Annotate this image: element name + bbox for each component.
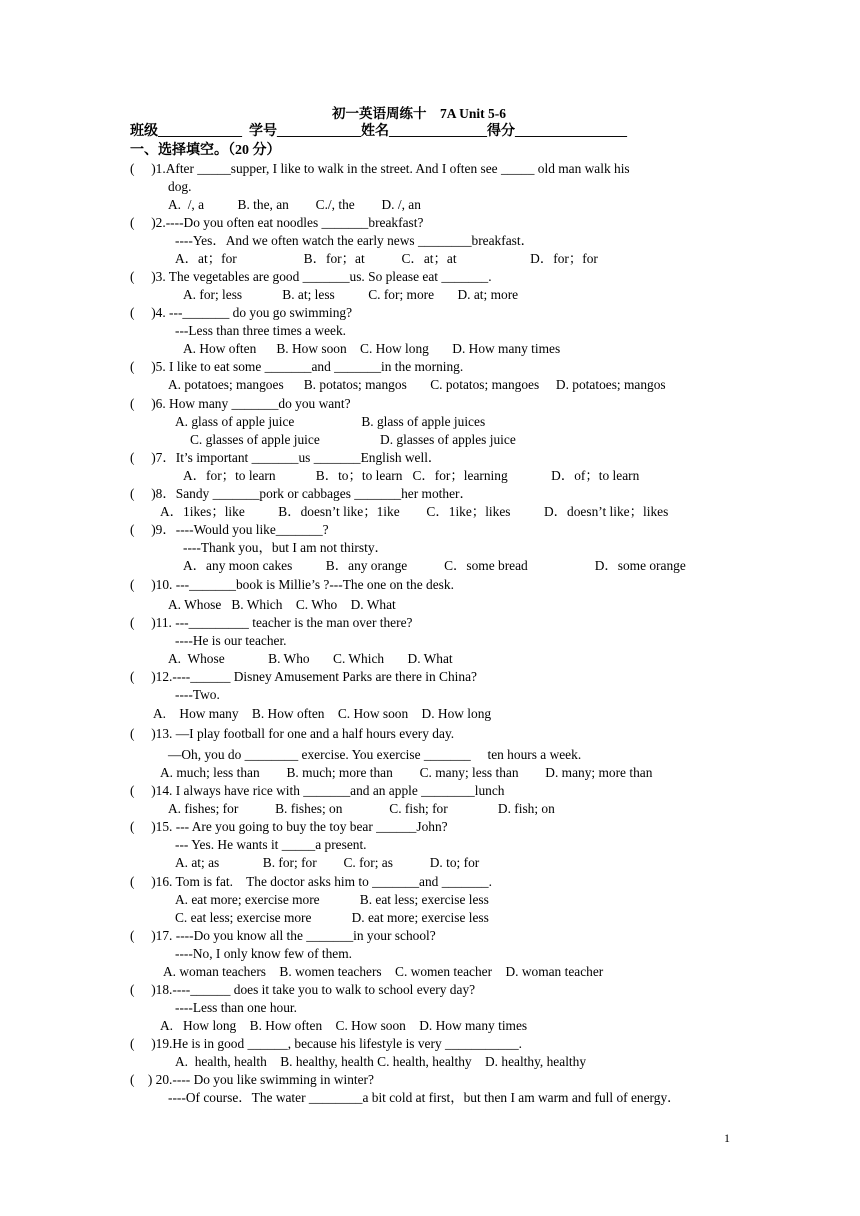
- q18-reply: ----Less than one hour.: [175, 1000, 297, 1015]
- q11-stem: ( )11. ---_________ teacher is the man over there?: [130, 615, 413, 630]
- q20-stem: ( ) 20.---- Do you like swimming in winter?: [130, 1072, 374, 1087]
- q20-reply: ----Of course．The water ________a bit cold at first，but then I am warm and full of energy．: [168, 1090, 681, 1105]
- q17-stem: ( )17. ----Do you know all the _______in your school?: [130, 928, 436, 943]
- q2-options: A．at；for B．for；at C．at；at D．for；for: [175, 251, 598, 266]
- q15-options: A. at; as B. for; for C. for; as D. to; for: [175, 855, 480, 870]
- q5-stem: ( )5. I like to eat some _______and _______in the morning.: [130, 359, 464, 374]
- q7-stem: ( )7．It’s important _______us _______English well．: [130, 450, 442, 465]
- q4-reply: ---Less than three times a week.: [175, 323, 347, 338]
- page-number: 1: [724, 1131, 730, 1145]
- q8-options: A．1ikes；like B．doesn’t like；1ike C．1ike；likes D．doesn’t like；likes: [160, 504, 669, 519]
- q9-stem: ( )9．----Would you like_______?: [130, 522, 329, 537]
- q7-options: A．for；to learn B．to；to learn C．for；learning D．of；to learn: [183, 468, 640, 483]
- q14-stem: ( )14. I always have rice with _______and an apple ________lunch: [130, 783, 505, 798]
- q6-stem: ( )6. How many _______do you want?: [130, 396, 351, 411]
- q17-reply: ----No, I only know few of them.: [175, 946, 353, 961]
- q2-reply: ----Yes．And we often watch the early news ________breakfast．: [175, 233, 534, 248]
- q18-stem: ( )18.----______ does it take you to walk to school every day?: [130, 982, 476, 997]
- student-info-line: 班级____________ 学号____________姓名______________得分________________: [130, 124, 627, 139]
- q9-reply: ----Thank you，but I am not thirsty．: [183, 540, 388, 555]
- q16-stem: ( )16. Tom is fat. The doctor asks him to _______and _______.: [130, 874, 492, 889]
- q13-stem: ( )13. —I play football for one and a half hours every day.: [130, 726, 455, 741]
- q3-stem: ( )3. The vegetables are good _______us. So please eat _______.: [130, 269, 492, 284]
- q17-options: A. woman teachers B. women teachers C. women teacher D. woman teacher: [163, 964, 604, 979]
- q9-options: A．any moon cakes B．any orange C．some bread D．some orange: [183, 558, 686, 573]
- q10-options: A. Whose B. Which C. Who D. What: [168, 597, 396, 612]
- q12-options: A. How many B. How often C. How soon D. How long: [153, 706, 492, 721]
- q15-reply: --- Yes. He wants it _____a present.: [175, 837, 367, 852]
- section-heading: 一、选择填空。（20 分）: [130, 143, 281, 158]
- q12-stem: ( )12.----______ Disney Amusement Parks are there in China?: [130, 669, 477, 684]
- q11-reply: ----He is our teacher.: [175, 633, 287, 648]
- page-title: 初一英语周练十 7A Unit 5-6: [332, 106, 507, 121]
- q1-options: A. /, a B. the, an C./, the D. /, an: [168, 197, 421, 212]
- q18-options: A. How long B. How often C. How soon D. How many times: [160, 1018, 528, 1033]
- q15-stem: ( )15. --- Are you going to buy the toy bear ______John?: [130, 819, 448, 834]
- q13-reply: —Oh, you do ________ exercise. You exercise _______ ten hours a week.: [168, 747, 582, 762]
- q8-stem: ( )8．Sandy _______pork or cabbages _______her mother．: [130, 486, 473, 501]
- q12-reply: ----Two.: [175, 687, 220, 702]
- q14-options: A. fishes; for B. fishes; on C. fish; for D. fish; on: [168, 801, 555, 816]
- q1-stem: ( )1.After _____supper, I like to walk in the street. And I often see _____ old man walk his: [130, 161, 630, 176]
- q11-options: A. Whose B. Who C. Which D. What: [168, 651, 453, 666]
- q6-options-cd: C. glasses of apple juice D. glasses of apples juice: [190, 432, 516, 447]
- q13-options: A. much; less than B. much; more than C. many; less than D. many; more than: [160, 765, 653, 780]
- q2-stem: ( )2.----Do you often eat noodles _______breakfast?: [130, 215, 424, 230]
- q10-stem: ( )10. ---_______book is Millie’s ?---The one on the desk.: [130, 577, 454, 592]
- q19-stem: ( )19.He is in good ______, because his lifestyle is very ___________.: [130, 1036, 522, 1051]
- q16-options-ab: A. eat more; exercise more B. eat less; exercise less: [175, 892, 489, 907]
- q4-options: A. How often B. How soon C. How long D. How many times: [183, 341, 561, 356]
- q4-stem: ( )4. ---_______ do you go swimming?: [130, 305, 353, 320]
- q16-options-cd: C. eat less; exercise more D. eat more; exercise less: [175, 910, 489, 925]
- q5-options: A. potatoes; mangoes B. potatos; mangos C. potatos; mangoes D. potatoes; mangos: [168, 377, 666, 392]
- q6-options-ab: A. glass of apple juice B. glass of apple juices: [175, 414, 486, 429]
- q3-options: A. for; less B. at; less C. for; more D. at; more: [183, 287, 519, 302]
- q19-options: A. health, health B. healthy, health C. health, healthy D. healthy, healthy: [175, 1054, 587, 1069]
- q1-stem-cont: dog.: [168, 179, 192, 194]
